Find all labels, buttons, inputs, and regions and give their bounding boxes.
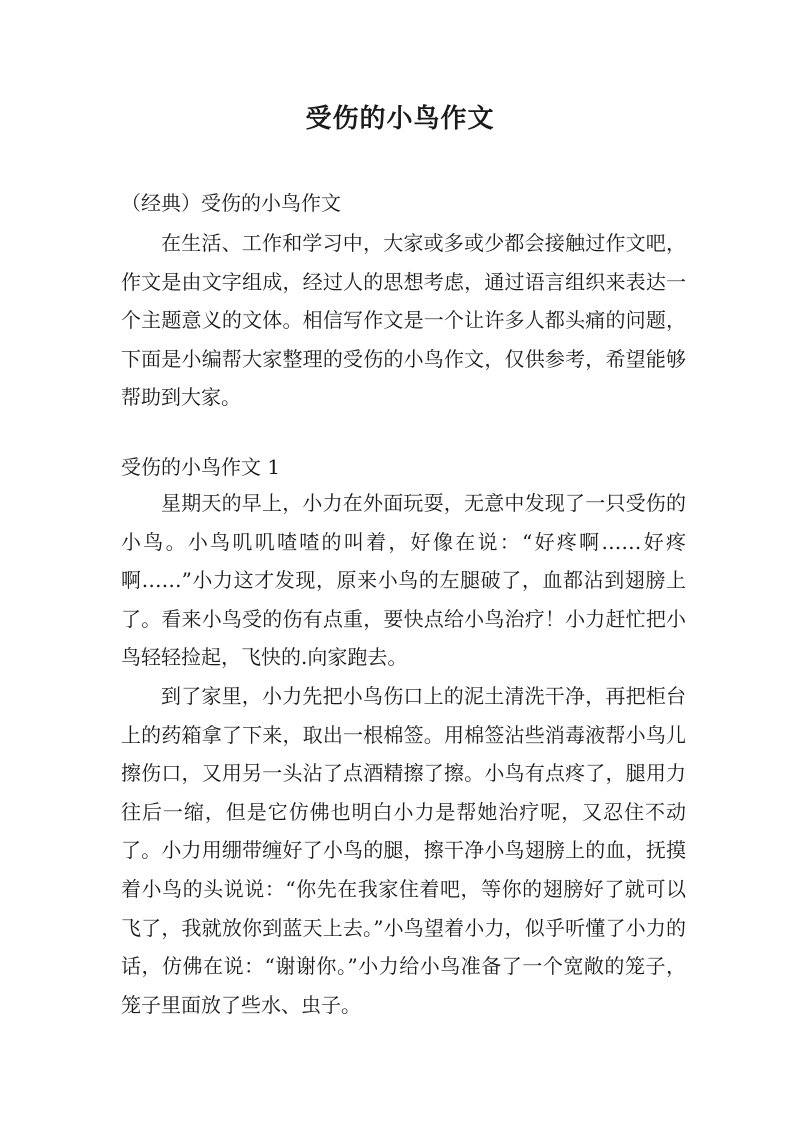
section-heading: 受伤的小鸟作文 1 [121, 455, 281, 479]
document-subtitle: （经典）受伤的小鸟作文 [121, 191, 341, 215]
story-paragraph-1: 星期天的早上，小力在外面玩耍，无意中发现了一只受伤的小鸟。小鸟叽叽喳喳的叫着，好像在说：“好疼啊……好疼啊……”小力这才发现，原来小鸟的左腿破了，血都沾到翅膀上了。看来小鸟受的伤有点重，要快点给小鸟治疗！小力赶忙把小鸟轻轻捡起，飞快的.向家跑去。 [121, 491, 686, 670]
intro-paragraph [121, 224, 686, 417]
story-body [121, 484, 686, 1024]
document-title: 受伤的小鸟作文 [305, 104, 495, 134]
story-paragraph-2: 到了家里，小力先把小鸟伤口上的泥土清洗干净，再把柜台上的药箱拿了下来，取出一根棉签。用棉签沾些消毒液帮小鸟儿擦伤口，又用另一头沾了点酒精擦了擦。小鸟有点疼了，腿用力往后一缩，但是它仿佛也明白小力是帮她治疗呢，又忍住不动了。小力用绷带缠好了小鸟的腿，擦干净小鸟翅膀上的血，抚摸着小鸟的头说说：“你先在我家住着吧，等你的翅膀好了就可以飞了，我就放你到蓝天上去。”小鸟望着小力，似乎听懂了小力的话，仿佛在说：“谢谢你。”小力给小鸟准备了一个宽敞的笼子，笼子里面放了些水、虫子。 [121, 683, 686, 1017]
intro-text: 在生活、工作和学习中，大家或多或少都会接触过作文吧，作文是由文字组成，经过人的思想考虑，通过语言组织来表达一个主题意义的文体。相信写作文是一个让许多人都头痛的问题，下面是小编帮大家整理的受伤的小鸟作文，仅供参考，希望能够帮助到大家。 [121, 231, 686, 410]
